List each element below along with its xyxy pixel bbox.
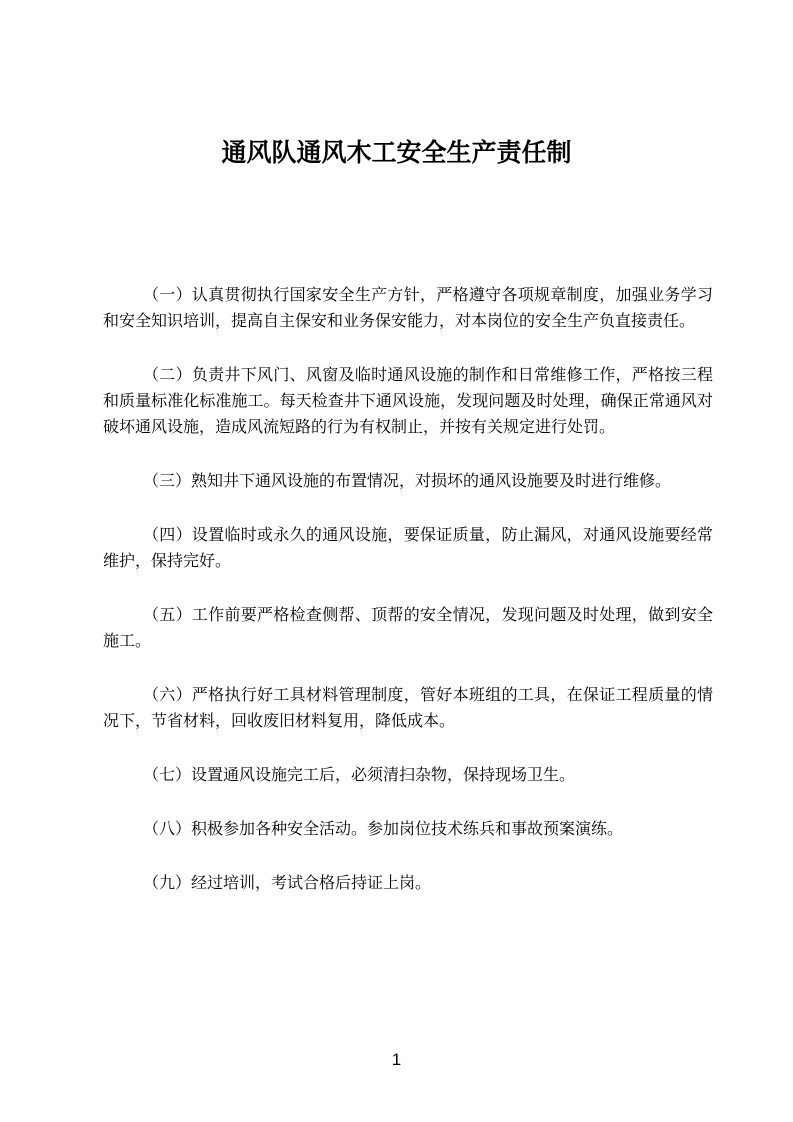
document-title: 通风队通风木工安全生产责任制 bbox=[221, 139, 572, 167]
paragraph-7: （七）设置通风设施完工后，必须清扫杂物，保持现场卫生。 bbox=[143, 767, 576, 784]
paragraph-6: （六）严格执行好工具材料管理制度，管好本班组的工具，在保证工程质量的情况下，节省材料，回收废旧材料复用，降低成本。 bbox=[103, 687, 713, 730]
paragraph-8: （八）积极参加各种安全活动。参加岗位技术练兵和事故预案演练。 bbox=[143, 821, 624, 838]
paragraph-5: （五）工作前要严格检查侧帮、顶帮的安全情况，发现问题及时处理，做到安全施工。 bbox=[103, 607, 713, 650]
page-number: 1 bbox=[391, 1050, 402, 1069]
paragraph-4: （四）设置临时或永久的通风设施，要保证质量，防止漏风，对通风设施要经常维护，保持完好。 bbox=[103, 527, 713, 570]
document-body bbox=[103, 283, 713, 897]
paragraph-9: （九）经过培训，考试合格后持证上岗。 bbox=[143, 875, 432, 892]
paragraph-2: （二）负责井下风门、风窗及临时通风设施的制作和日常维修工作，严格按三程和质量标准化标准施工。每天检查井下通风设施，发现问题及时处理，确保正常通风对破坏通风设施，造成风流短路的行为有权制止，并按有关规定进行处罚。 bbox=[103, 367, 713, 436]
paragraph-1: （一）认真贯彻执行国家安全生产方针，严格遵守各项规章制度，加强业务学习和安全知识培训，提高自主保安和业务保安能力，对本岗位的安全生产负直接责任。 bbox=[103, 287, 713, 330]
paragraph-3: （三）熟知井下通风设施的布置情况，对损坏的通风设施要及时进行维修。 bbox=[143, 473, 672, 490]
